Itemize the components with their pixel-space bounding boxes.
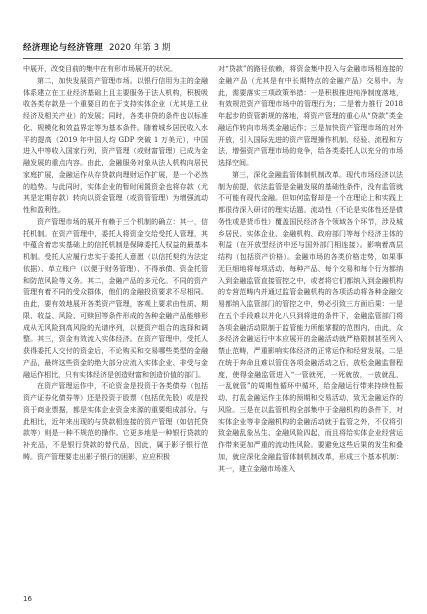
journal-title: 经济理论与经济管理 xyxy=(23,43,104,53)
paragraph: 第三，深化金融监管体制机制改革。现代市场经济以法制为前提，依法监管是金融发展的基础性条件，没有监管就不可能有现代金融。但如何监督却是一个在理论上和实践上都很待深入研讨的理实话题。流动性（不论是实体性还是债务性或是货币性）覆盖国民经济各个领域各个环节，涉及城乡居民、实体企业、金融机构、政府部门等每个经济主体的利益（在开放型经济中还与国外部门相连接）。影响着高层结构（包括资产价格）。金融市场的各类价格走势，如果事无巨细地将每项活动、每种产品、每个交易和每个行为都纳入到金融监管直接管控之中，或者将它们都纳入到金融机构的专营范畴内并通过监管金融机构的各项活动将各种金融交易都纳入监管部门的管控之中，势必引致三方面后果：一是在五个手段难以并化八只到将进的条件下，金融监管部门将各项金融活动限制于监管能力所能掌握的范围内，由此，众多经济金融运行中本应展开的金融活动就严格限制甚至列入禁止范畴，严重影响实体经济的正常运作和经营发展。二是在统于奔命且难以管住各项金融活动之后，放松金融监督程度，使得金融监管进入“一管就死，一死就放，一放就乱，一乱就管”的周期性循环中循环，给金融运行带来持续性振动，打乱金融运作主体的预期和交易活动，致无金融运作的风险。三是在以监管机构全部集中于金融机构的条件下，对实体企业等非金融机构的金融活动就于监管之外，不仅将引致金融乱象丛生、金融风险四起，而且将给实体企业经营运作带来更加严重的流动性风险。要避免这些后果的发生和叠加，就应深化金融监管体制机制改革，形成三个基本机制：其一，建立金融市场准入 xyxy=(218,170,403,473)
issue-label: 2020 年第 3 期 xyxy=(109,43,171,53)
right-column xyxy=(218,64,403,584)
header-rule xyxy=(23,58,403,59)
running-header xyxy=(23,40,403,56)
left-column xyxy=(23,64,208,584)
paragraph: 第二，加快发展资产管理市场。以银行信用为主的金融体系建立在工业经济基础上且主要服务于法人机构，积极吸收各类存款是一个重要目的在于支持实体企业（尤其是工业经济及相关产业）的发展；同时，各类非贷的条件也以标准化、规模化和效益界定等为基本条件。随着城乡居民收入水平的提高（2019 年中国人均 GDP 突破 1 万美元），中国进入中等收入国家行列，资产管理（或财富管理）已成为金融发展的重点内容。由此，金融服务对象从法人机构向居民家庭扩展，金融运作从存贷款向理财运作扩展，是一个必然的趋势。与此同时，实体企业的暂时闲置资金也将存款（尤其是定期存款）转向以资金管理（或资管管理）为增强流动性和盈利性。 xyxy=(23,76,208,214)
page-number: 16 xyxy=(23,595,32,603)
paragraph: 中展开，改变目前的集中在有形市场展开的状况。 xyxy=(23,65,177,73)
paragraph: 资产管理市场的展开有赖于三个机制的确立：其一，信托机制。在资产管理中，委托人将资金交给受托人管理，其中蕴含着忠实基础上的信托机制是保障委托人权益的最基本机制。受托人应履行忠实于委托人意愿（以信托契约为法定依据）、单立账户（以便于财务管理）、不得承债、资金托管和防范风险等义务。其二，金融产品的多元化。不同的资产管理有着不同的受众群体，他们的金融投资要求不尽相同。由此，要有效地展开各类资产管理，客观上要求由性质、期限、收益、风险、可赎回等条件形成的各种金融产品能够形成从无风险到高风险的光谱序列，以便资产组合的选择和调整。其三，资金有效流入实体经济。在资产管理中，受托人获得委托人交付的资金后，不论购买和交易哪些类型的金融产品，最终这些资金的绝大部分应流入实体企业、非受与金融运作相比，只有实体经济是创造财富和创造价值的部门。 xyxy=(23,217,208,379)
paragraph: 在资产管理运作中，不论资金是投资于各类债券（包括资产证券化债券等）还是投资于股票（包括优先股）或是投资于商业票据，都是实体企业资金来源的重要组成部分。与此相比，近年来出现的与贷款相连接的资产管理（如信托贷款等）则是一种不规范的操作。它更多地是一种银行贷款的补充品，不是银行贷款的替代品，因此，属于影子银行范畴。资产管理要走出影子银行的困影，应应积极 xyxy=(23,382,208,461)
article-body xyxy=(23,64,403,584)
paragraph: 对“贷款”的路径依赖，将资金集中投入与金融市场相连接的金融产品（尤其是有中长期特点的金融产品）交易中。为此，需要落实三项政策举措：一是积极推进纯净制度落地，有效规范资产管理市场中的管理行为；二是着力推行 2018 年起步的资管新规的落地，将资产管理的重心从“贷款”类金融运作转向市场类金融运作；三是加快资产管理市场的对外开放，引入国际先进的资产管理操作机制、经验、流程和方法，增强资产管理市场的竞争，给各类委托人以充分的市场选择空间。 xyxy=(218,65,403,167)
